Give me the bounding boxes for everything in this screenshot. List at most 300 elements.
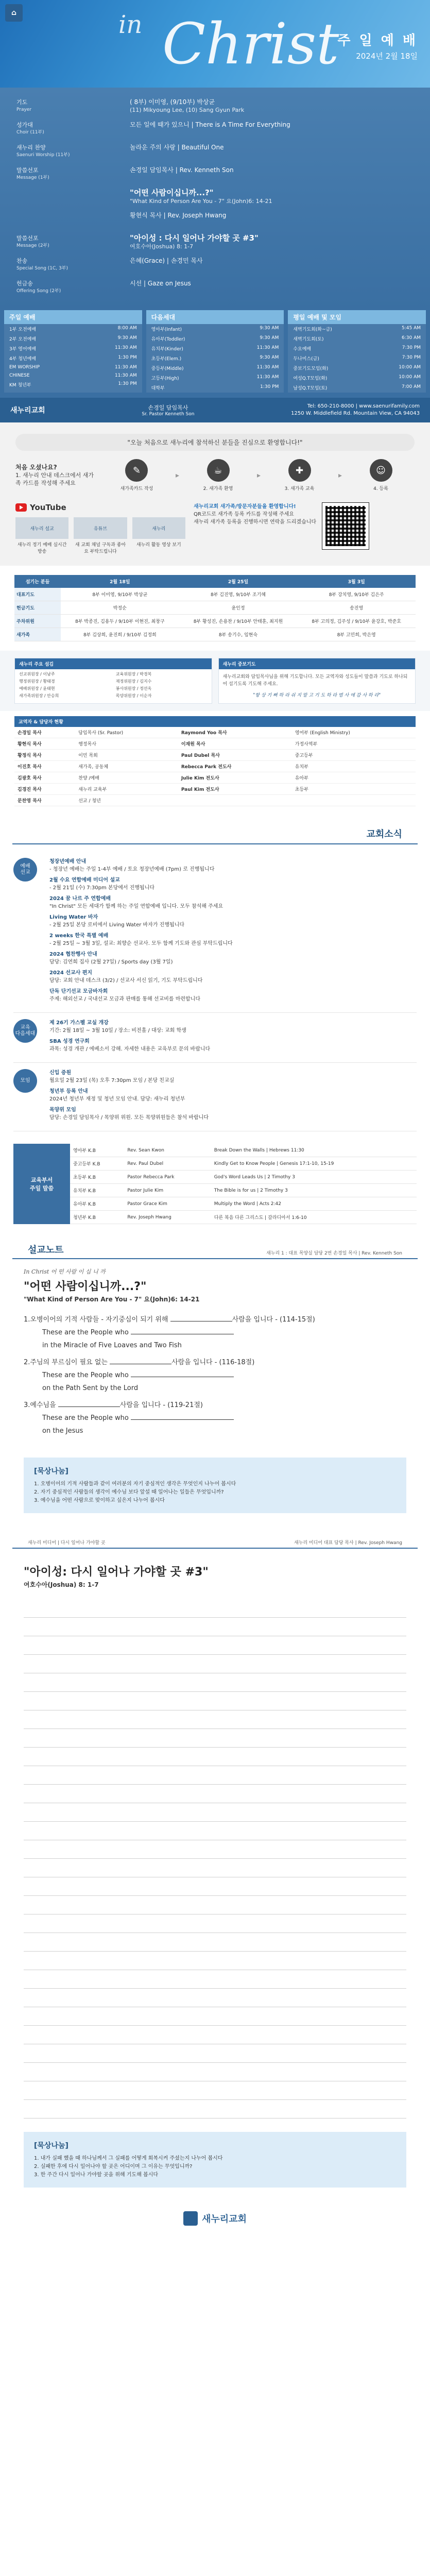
order-label-ko: 말씀선포 (16, 167, 39, 174)
reflection-item: 3. 예수님을 어떤 사람으로 맞이하고 싶은지 나누어 봅시다 (34, 1498, 165, 1503)
sermon-notes-title: 설교노트 (28, 1245, 64, 1256)
nextgen-time-value: 11:30 AM (256, 375, 279, 380)
ministry-item: 교육위원장 / 박경복 (115, 672, 152, 676)
note-line[interactable] (24, 1599, 406, 1618)
prayer-box (218, 658, 416, 704)
youtube-card[interactable] (15, 517, 68, 554)
reflection2-items (34, 2155, 396, 2179)
reflection2-title: [묵상나눔] (34, 2142, 68, 2150)
reflection-item: 2. 자기 중심적인 사람들의 생각이 예수님 보다 앞설 때 일어나는 일들은 무엇입니까? (34, 1489, 224, 1495)
order-row (16, 121, 414, 143)
sermon-line-tail: on the Jesus (42, 1427, 83, 1435)
pastor-row (14, 750, 416, 761)
order-label (16, 234, 130, 249)
ministry-item: 봉사위원장 / 정선옥 (115, 686, 152, 691)
footer (0, 2196, 430, 2243)
order-row (16, 279, 414, 302)
schedule-cell: 8부 강치영, 9/10부 김은주 (297, 588, 416, 601)
service-schedule-table (14, 575, 416, 641)
weekday-time-row (288, 363, 426, 373)
note-line[interactable] (24, 2063, 406, 2081)
news-list (0, 844, 430, 1139)
pastor-cell: 이민 목회 (75, 750, 178, 761)
note-line[interactable] (24, 1673, 406, 1692)
worship-time-name: EM WORSHIP (9, 365, 40, 370)
order-value-main: 황현식 목사 | Rev. Joseph Hwang (130, 212, 227, 219)
sermon-point (24, 1314, 406, 1324)
contact-bar (0, 398, 430, 422)
news-item-text: "In Christ" 모든 세대가 함께 하는 주일 연합예배 입니다. 모두 참석해 주세요 (49, 904, 223, 909)
order-label-ko: 말씀선포 (16, 235, 39, 242)
sermon2-header (12, 1526, 418, 1549)
worship-time-value: 8:00 AM (117, 326, 137, 331)
newcomer-steps (15, 459, 415, 492)
note-line[interactable] (24, 1618, 406, 1636)
step-arrow-icon: ▸ (338, 471, 342, 480)
news-side (13, 858, 49, 1006)
order-value-sub: 여호수아(Joshua) 8: 1-7 (130, 243, 194, 250)
worship-time-name: 4부 청년예배 (9, 357, 37, 362)
weekly-cell: 유치부 K.B (70, 1184, 124, 1197)
weekday-column (288, 310, 426, 393)
weekday-column-title: 평일 예배 및 모임 (288, 310, 426, 324)
note-line[interactable] (24, 1785, 406, 1803)
nextgen-time-row (146, 373, 284, 383)
weekly-row (70, 1197, 417, 1211)
order-value-sub: "What Kind of Person Are You - 7" 요(John)6: 14-21 (130, 198, 272, 205)
order-label (16, 98, 130, 113)
sermon-point (24, 1399, 406, 1409)
pastor-row (14, 738, 416, 750)
nextgen-time-value: 11:30 AM (256, 365, 279, 370)
hero-date: 2024년 2월 18일 (356, 52, 418, 61)
first-visit-title: 처음 오셨나요? (15, 464, 57, 471)
worship-time-row (4, 371, 142, 380)
note-line[interactable] (24, 1729, 406, 1748)
worship-times (0, 310, 430, 398)
sermon-point (24, 1357, 406, 1366)
newcomer-step (347, 459, 415, 492)
qr-code-icon[interactable] (322, 503, 369, 549)
note-line[interactable] (24, 1933, 406, 1952)
news-section (13, 1063, 417, 1131)
step-icon: ✎ (125, 459, 148, 482)
weekly-row (70, 1211, 417, 1224)
ministry-item: 새가족위원장 / 안승희 (19, 693, 59, 698)
note-line[interactable] (24, 1766, 406, 1785)
note-line[interactable] (24, 1914, 406, 1933)
news-section (13, 1013, 417, 1063)
news-item (49, 969, 417, 985)
newcomer-text (194, 503, 316, 554)
step-label: 3. 새가족 교육 (284, 486, 315, 492)
schedule-cell: 송진영 (297, 601, 416, 615)
sermon1-points (24, 1314, 406, 1435)
note-line[interactable] (24, 1859, 406, 1877)
note-line[interactable] (24, 1970, 406, 1989)
note-line[interactable] (24, 1636, 406, 1655)
order-of-service (0, 88, 430, 310)
worship-time-value: 9:30 AM (117, 335, 137, 341)
news-item-text: 월요일 2월 23일 (목) 오후 7:30pm 모임 / 본당 친교실 (49, 1078, 175, 1083)
order-value (130, 234, 414, 251)
weekly-cell: 다른 복음 다른 그리스도 | 갈라디아서 1:6-10 (211, 1211, 417, 1224)
weekday-time-name: 새벽기도회(토) (293, 337, 324, 342)
news-item-title: 제 26기 가스펠 교실 개강 (49, 1020, 109, 1026)
news-body (49, 1069, 417, 1125)
sermon-line (42, 1371, 406, 1379)
key-ministries-title: 새누리 주요 섬김 (15, 658, 212, 669)
sermon-notes-header (12, 1229, 418, 1259)
youtube-logo[interactable] (15, 503, 185, 512)
order-value (130, 143, 414, 151)
first-visit-text: 1. 새누리 안내 데스크에서 새가족 카드를 작성해 주세요 (15, 472, 94, 486)
sermon2-meta: 새누리 미디어 대표 담당 목사 | Rev. Joseph Hwang (294, 1540, 402, 1546)
welcome-banner: "오늘 처음으로 새누리에 참석하신 분들을 진심으로 환영합니다!" (15, 434, 415, 451)
note-line[interactable] (24, 1748, 406, 1766)
worship-time-value: 11:30 AM (114, 373, 137, 378)
contact-pastor-ko: 손경일 담임목사 (148, 404, 188, 411)
weekly-cell: God's Word Leads Us | 2 Timothy 3 (211, 1171, 417, 1184)
note-line[interactable] (24, 2026, 406, 2044)
note-line[interactable] (24, 1710, 406, 1729)
order-label-en: Offering Song (2부) (16, 289, 61, 294)
footer-logo (183, 2211, 247, 2226)
news-item (49, 1088, 417, 1103)
weekly-cell: 영아부 K.B (70, 1144, 124, 1157)
nextgen-time-name: 유치부(Kinder) (151, 347, 183, 352)
weekday-time-value: 5:45 AM (402, 326, 421, 331)
pastor-cell (178, 795, 292, 806)
order-row (16, 234, 414, 257)
sermon-line-blank[interactable] (131, 1419, 234, 1420)
weekly-cell: Rev. Paul Dubel (124, 1157, 211, 1171)
pastor-cell: 이진호 목사 (14, 761, 75, 772)
weekday-time-row (288, 373, 426, 383)
youtube-card-label: 새누리 정기 예배 실시간 방송 (17, 543, 67, 554)
worship-time-name: CHINESE (9, 373, 30, 378)
pastor-cell: 손경일 목사 (14, 727, 75, 738)
news-item (49, 1106, 417, 1122)
pastor-cell: 담임목사 (Sr. Pastor) (75, 727, 178, 738)
nextgen-column (146, 310, 284, 393)
sermon-line-tail: on the Path Sent by the Lord (42, 1384, 139, 1392)
news-item-title: 단독 단기선교 모금바자회 (49, 989, 108, 994)
order-label-en: Saenuri Worship (11부) (16, 152, 70, 158)
news-item (49, 988, 417, 1003)
footer-logo-text: 새누리교회 (202, 2214, 247, 2225)
youtube-play-icon (15, 503, 27, 512)
weekly-row (70, 1144, 417, 1157)
nextgen-time-row (146, 334, 284, 344)
note-line[interactable] (24, 2100, 406, 2119)
step-label: 2. 새가족 환영 (203, 486, 233, 492)
weekday-time-value: 10:00 AM (399, 375, 421, 380)
weekly-sermons-label: 교육부서 주일 말씀 (13, 1144, 70, 1224)
worship-time-value: 1:30 PM (118, 381, 137, 386)
order-label-en: Message (2부) (16, 243, 49, 248)
order-label-en: Prayer (16, 107, 32, 112)
pastor-row (14, 772, 416, 784)
pastor-cell: 이재원 목사 (178, 738, 292, 750)
order-label (16, 143, 130, 159)
weekly-cell: Break Down the Walls | Hebrews 11:30 (211, 1144, 417, 1157)
news-item-text: 담당: 교회 안내 데스크 (3/2) / 선교사 서신 읽기, 기도 부탁드립니다 (49, 978, 203, 984)
youtube-logo-text: YouTube (30, 503, 66, 512)
sermon-line-text: These are the People who (42, 1371, 129, 1379)
news-category-badge: 예배 선교 (13, 858, 37, 882)
hero-script-in: in (118, 10, 143, 39)
newcomer-text1: 새누리교회 새가족/방문자분들을 환영합니다! (194, 504, 296, 510)
weekday-time-name: 중보기도모임(화) (293, 366, 329, 371)
reflection-item: 1. 오병이어의 기적 사람들과 같이 여러분의 자기 중심적인 생각은 무엇인지 나누어 봅시다 (34, 1481, 236, 1487)
order-label-en: Choir (11부) (16, 130, 44, 135)
prayer-title: 새누리 중보기도 (219, 658, 416, 669)
schedule-cell: 8부 박종진, 김용두 / 9/10부 이현진, 최창구 (61, 615, 179, 628)
news-item-title: 청년부 등록 안내 (49, 1089, 88, 1094)
first-visit-box (15, 464, 98, 487)
prayer-text: 새누리교회와 담임목사님을 위해 기도합니다. 모든 교역자와 성도들이 말씀과 기도로 하나되어 섬기도록 기도해 주세요. (222, 674, 408, 687)
prayer-verse: "항 상 기 뻐 하 라 쉬 지 말 고 기 도 하 라 범 사 에 감 사 하 라" (253, 693, 381, 698)
worship-column-title: 주일 예배 (4, 310, 142, 324)
schedule-cell: 8부 이미영, 9/10부 박상균 (61, 588, 179, 601)
nextgen-time-name: 영아부(Infant) (151, 327, 182, 332)
order-value (130, 189, 414, 206)
note-line[interactable] (24, 2044, 406, 2063)
sermon-point-tail: 사람을 입니다 - (119-21절) (119, 1401, 203, 1409)
order-value-sub: (11) Mikyoung Lee, (10) Sang Gyun Park (130, 107, 245, 113)
note-line[interactable] (24, 2007, 406, 2026)
sermon1 (0, 1259, 430, 1445)
order-label (16, 121, 130, 136)
nextgen-time-row (146, 353, 284, 363)
sermon-point-tail: 사람을 입니다 - (116-18절) (171, 1359, 255, 1366)
news-item-title: 2024 선교사 편지 (49, 970, 93, 976)
schedule-cell: 8부 고민희, 박은영 (297, 628, 416, 641)
note-line[interactable] (24, 1896, 406, 1914)
weekday-time-name: 새벽기도회(화~금) (293, 327, 332, 332)
youtube-card[interactable] (132, 517, 185, 554)
weekday-time-row (288, 353, 426, 363)
weekly-cell: Pastor Rebecca Park (124, 1171, 211, 1184)
sermon-point-text: 3.예수님을 (24, 1401, 58, 1409)
worship-time-value: 1:30 PM (118, 355, 137, 360)
media-row (15, 503, 415, 554)
weekly-sermons (13, 1144, 417, 1224)
note-line[interactable] (24, 1692, 406, 1710)
news-item-title: 2024 꿈 나르 주 연합예배 (49, 896, 111, 902)
schedule-row-label: 대표기도 (14, 588, 61, 601)
sermon-line-2 (42, 1342, 406, 1349)
news-item (49, 932, 417, 947)
note-line[interactable] (24, 1989, 406, 2007)
weekly-row (70, 1171, 417, 1184)
news-title: 교회소식 (366, 829, 402, 840)
note-line[interactable] (24, 1840, 406, 1859)
worship-time-row (4, 380, 142, 389)
welcome-section (0, 422, 430, 566)
ministry-item: 선교위원장 / 이남주 (19, 672, 55, 676)
nextgen-time-value: 11:30 AM (256, 345, 279, 350)
youtube-thumb[interactable]: 유튜브 (74, 517, 127, 539)
order-value (130, 121, 414, 129)
pastor-cell: 김광호 목사 (14, 772, 75, 784)
order-row (16, 166, 414, 189)
key-ministries-box (14, 658, 212, 704)
order-label (16, 211, 130, 212)
youtube-card-label: 새누리 활동 영상 보기 (136, 543, 181, 548)
news-item (49, 913, 417, 929)
pastors-section (0, 711, 430, 816)
note-line[interactable] (24, 1803, 406, 1822)
sermon1-title: "어떤 사람이십니까...?" (24, 1280, 147, 1293)
sermon-blank[interactable] (58, 1406, 120, 1407)
weekly-cell: Pastor Julie Kim (124, 1184, 211, 1197)
nextgen-time-name: 중등부(Middle) (151, 366, 184, 371)
worship-time-name: KM 청년부 (9, 383, 31, 388)
schedule-row (14, 601, 416, 615)
order-value-main: ( 8부) 이미영, (9/10부) 박상균 (130, 98, 215, 106)
pastor-row (14, 727, 416, 738)
news-item (49, 876, 417, 892)
sermon2 (0, 1549, 430, 1594)
note-line[interactable] (24, 1952, 406, 1970)
news-category-badge: 모임 (13, 1069, 37, 1093)
youtube-box (15, 503, 185, 554)
weekday-time-value: 7:00 AM (402, 384, 421, 389)
news-side (13, 1069, 49, 1125)
news-header (12, 816, 418, 844)
weekly-cell: The Bible is for us | 2 Timothy 3 (211, 1184, 417, 1197)
key-ministries-grid (15, 669, 212, 701)
order-value-main: "어떤 사람이십니까...?" (130, 188, 214, 197)
order-label (16, 279, 130, 295)
pastor-cell: 새가족, 공동체 (75, 761, 178, 772)
nextgen-time-name: 고등부(High) (151, 376, 179, 381)
sermon-point-tail: 사람을 입니다 - (114-15절) (232, 1316, 315, 1324)
worship-time-row (4, 344, 142, 353)
weekly-cell: 청년부 K.B (70, 1211, 124, 1224)
contact-tel[interactable]: Tel: 650-210-8000 | www.saenurifamily.com (307, 403, 420, 409)
sermon2-subtitle: 여호수아(Joshua) 8: 1-7 (24, 1581, 99, 1588)
ministry-item: 목양위원장 / 이순자 (115, 693, 152, 698)
worship-time-name: 3부 영어예배 (9, 347, 37, 352)
news-item-title: 청장년예배 안내 (49, 859, 87, 865)
weekday-time-value: 7:30 PM (402, 345, 421, 350)
order-value (130, 98, 414, 114)
sermon-line (42, 1329, 406, 1336)
note-line[interactable] (24, 1877, 406, 1896)
news-item-text: - 청장년 예배는 주일 1-4부 예배 / 토요 청장년예배 (7pm) 로 진행됩니다 (49, 867, 215, 872)
schedule-cell: 8부 김진영, 9/10부 조기혜 (179, 588, 298, 601)
sermon2-note-lines[interactable] (0, 1594, 430, 2124)
pastor-cell: 영어부 (English Ministry) (292, 727, 416, 738)
step-icon: ✚ (288, 459, 311, 482)
contact-pastor-en: Sr. Pastor Kenneth Son (142, 412, 195, 417)
weekly-cell: Rev. Joseph Hwang (124, 1211, 211, 1224)
pastor-cell: 유치부 (292, 761, 416, 772)
order-row (16, 211, 414, 234)
pastor-row (14, 761, 416, 772)
nextgen-column-title: 다음세대 (146, 310, 284, 324)
sermon1-script: In Christ 어 떤 사람 이 십 니 까 (24, 1268, 106, 1275)
schedule-cell: 박정순 (61, 601, 179, 615)
ministry-item: 재정위원장 / 김지수 (115, 679, 152, 684)
pastor-cell: Paul Dubel 목사 (178, 750, 292, 761)
ministry-item: 예배위원장 / 윤태현 (19, 686, 55, 691)
sermon1-subtitle: "What Kind of Person Are You - 7" 요(John)6: 14-21 (24, 1296, 200, 1303)
pastor-cell: Paul Kim 전도사 (178, 784, 292, 795)
pastor-cell: 문찬영 목사 (14, 795, 75, 806)
weekly-cell: Rev. Sean Kwon (124, 1144, 211, 1157)
schedule-row (14, 588, 416, 601)
hero-script-christ: Christ (162, 11, 339, 77)
note-line[interactable] (24, 1655, 406, 1673)
reflection-item: 3. 한 주간 다시 일어나 가야할 곳을 위해 기도해 봅시다 (34, 2172, 159, 2178)
note-line[interactable] (24, 1822, 406, 1840)
pastor-cell: 김경진 목사 (14, 784, 75, 795)
weekday-time-row (288, 383, 426, 393)
pastor-row (14, 795, 416, 806)
news-item (49, 895, 417, 910)
schedule-cell: 8부 김상희, 윤진희 / 9/10부 김정희 (61, 628, 179, 641)
sermon-line-tail: in the Miracle of Five Loaves and Two Fish (42, 1342, 182, 1349)
nextgen-time-name: 초등부(Elem.) (151, 357, 182, 362)
news-item (49, 1069, 417, 1084)
schedule-cell: 8부 황성진, 손용찬 / 9/10부 안태훈, 최지원 (179, 615, 298, 628)
nextgen-time-name: 대학부 (151, 386, 165, 391)
worship-time-row (4, 334, 142, 344)
sermon-line-2 (42, 1384, 406, 1392)
news-item (49, 951, 417, 966)
news-item-text: - 2월 25일 본당 로비에서 Living Water 바자가 진행됩니다 (49, 922, 184, 928)
order-value (130, 279, 414, 287)
order-value (130, 166, 414, 174)
news-item-title: 2024 협찬행사 안내 (49, 952, 97, 957)
news-item-title: Living Water 바자 (49, 914, 98, 920)
order-value-main: 은혜(Grace) | 손경민 목사 (130, 257, 203, 264)
note-line[interactable] (24, 2081, 406, 2100)
schedule-header: 2월 25일 (179, 575, 298, 588)
news-body (49, 858, 417, 1006)
worship-time-value: 11:30 AM (114, 345, 137, 350)
news-item-text: 담당: 김연희 집사 (2월 27일) / Sports day (3월 7일) (49, 959, 173, 965)
news-item (49, 1019, 417, 1035)
schedule-header: 3월 3일 (297, 575, 416, 588)
nextgen-time-value: 9:30 AM (260, 326, 279, 331)
weekly-cell: Multiply the Word | Acts 2:42 (211, 1197, 417, 1211)
news-item-title: 2 weeks 한국 특별 예배 (49, 933, 109, 939)
church-logo-icon: ⌂ (5, 4, 23, 22)
schedule-cell: 윤인정 (179, 601, 298, 615)
nextgen-time-row (146, 383, 284, 393)
order-row (16, 143, 414, 166)
news-item-text: - 2월 21일 (수) 7:30pm 본당에서 진행됩니다 (49, 885, 155, 891)
weekday-time-value: 10:00 AM (399, 365, 421, 370)
news-item-text: 과목: 성경 개관 / 에베소서 강해. 자세한 내용은 교육부로 문의 바랍니다 (49, 1046, 211, 1052)
weekly-row (70, 1157, 417, 1171)
youtube-thumb[interactable]: 새누리 (132, 517, 185, 539)
youtube-card[interactable] (74, 517, 127, 554)
step-icon: ☕ (207, 459, 230, 482)
weekly-cell: 초등부 K.B (70, 1171, 124, 1184)
reflection-item: 2. 실패한 후에 다시 일어나야 할 곳은 어디이며 그 이유는 무엇입니까? (34, 2164, 193, 2170)
pastor-cell: 행정목사 (75, 738, 178, 750)
weekday-time-name: 남성Q.T모임(토) (293, 386, 328, 391)
pastor-cell: Julie Kim 전도사 (178, 772, 292, 784)
newcomer-step (184, 459, 252, 492)
youtube-thumb[interactable]: 새누리 설교 (15, 517, 68, 539)
